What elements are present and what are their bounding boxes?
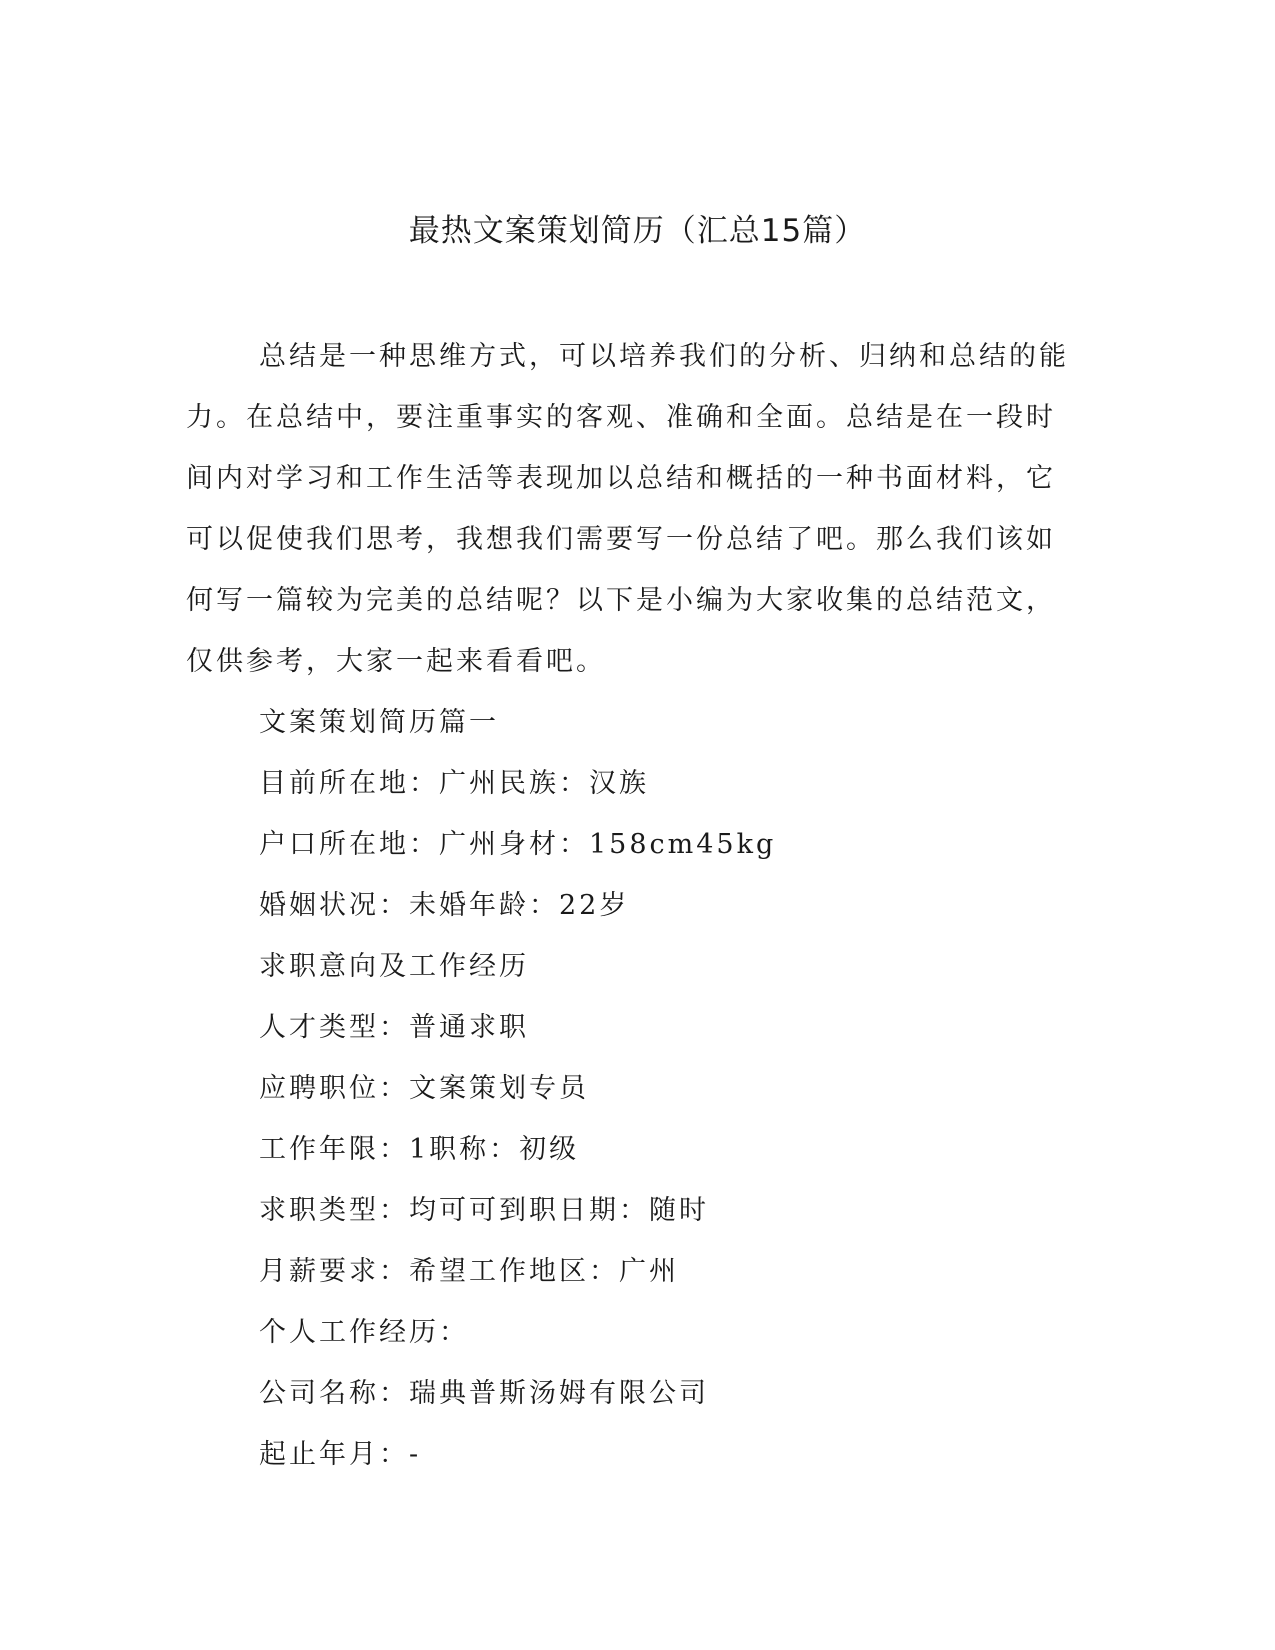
intro-paragraph: 总结是一种思维方式，可以培养我们的分析、归纳和总结的能力。在总结中，要注重事实的客观、准确和全面。总结是在一段时间内对学习和工作生活等表现加以总结和概括的一种书面材料，它可以促使我们思考，我想我们需要写一份总结了吧。那么我们该如何写一篇较为完美的总结呢？以下是小编为大家收集的总结范文，仅供参考，大家一起来看看吧。 xyxy=(186,341,1069,677)
section-heading: 个人工作经历： xyxy=(259,1317,469,1348)
text-line: 起止年月：- xyxy=(259,1439,422,1470)
text-line: 求职类型：均可可到职日期：随时 xyxy=(259,1195,709,1226)
text-line: 公司名称：瑞典普斯汤姆有限公司 xyxy=(259,1378,709,1409)
document-title: 最热文案策划简历（汇总15篇） xyxy=(408,213,867,249)
text-line: 婚姻状况：未婚年龄：22岁 xyxy=(259,890,630,921)
document-body xyxy=(186,326,1074,1485)
text-line: 应聘职位：文案策划专员 xyxy=(259,1073,589,1104)
text-line: 工作年限：1职称：初级 xyxy=(259,1134,580,1165)
text-line: 月薪要求：希望工作地区：广州 xyxy=(259,1256,679,1287)
text-line: 户口所在地：广州身材：158cm45kg xyxy=(259,829,777,860)
text-line: 目前所在地：广州民族：汉族 xyxy=(259,768,649,799)
text-line: 人才类型：普通求职 xyxy=(259,1012,529,1043)
section-heading: 求职意向及工作经历 xyxy=(259,951,529,982)
section-heading: 文案策划简历篇一 xyxy=(259,707,499,738)
